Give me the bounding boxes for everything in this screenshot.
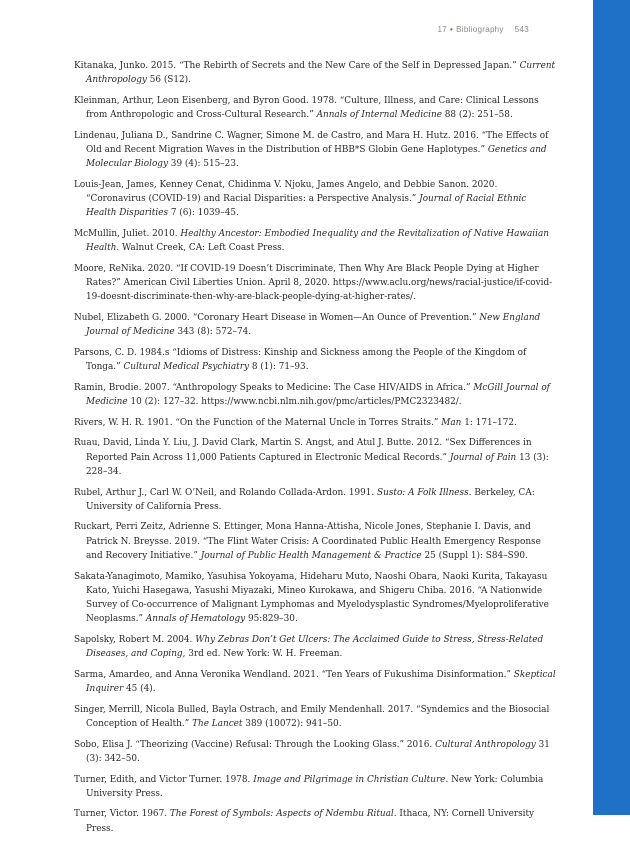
chapter-number: 17 xyxy=(437,25,447,34)
bibliography-entry xyxy=(74,381,558,409)
entry-text: . Berkeley, CA: University of California Press. xyxy=(86,487,535,512)
bibliography-entry xyxy=(74,59,558,87)
entry-text: . Ithaca, NY: Cornell University Press. xyxy=(86,809,535,834)
entry-text: Lindenau, Juliana D., Sandrine C. Wagner, Simone M. de Castro, and Mara H. Hutz. 2016. “The Effects of Old and Recent Migration Waves in the Distribution of HBB*S Globin Gene Haplotypes.” xyxy=(74,130,549,156)
bibliography-entry xyxy=(74,486,558,514)
entry-text: Sobo, Elisa J. “Theorizing (Vaccine) Refusal: Through the Looking Glass.” 2016. xyxy=(74,739,436,750)
entry-text: Ruckart, Perri Zeitz, Adrienne S. Ettinger, Mona Hanna-Attisha, Nicole Jones, Stephanie I. Davis, and Patrick N. Breysse. 2019. “The Flint Water Crisis: A Coordinated Public Health Emergency Response and Recovery Initiative.” xyxy=(74,522,541,561)
entry-title-italic: Healthy Ancestor: Embodied Inequality and the Revitalization of Native Hawaiian Health xyxy=(86,229,549,254)
bibliography-entry xyxy=(74,311,558,339)
bibliography-entry xyxy=(74,738,558,766)
entry-title-italic: Why Zebras Don’t Get Ulcers: The Acclaimed Guide to Stress, Stress-Related Diseases, and Coping xyxy=(86,634,544,660)
entry-title-italic: Skeptical Inquirer xyxy=(86,669,556,695)
bibliography-entry xyxy=(74,436,558,479)
section-title: Bibliography xyxy=(456,25,504,34)
entry-text: 25 (Suppl 1): S84–S90. xyxy=(421,550,528,561)
bibliography-entry xyxy=(74,703,558,731)
entry-text: Nubel, Elizabeth G. 2000. “Coronary Heart Disease in Women—An Ounce of Prevention.” xyxy=(74,313,480,324)
entry-title-italic: McGill Journal of Medicine xyxy=(86,382,550,408)
entry-text: Ruau, David, Linda Y. Liu, J. David Clark, Martin S. Angst, and Atul J. Butte. 2012. “Sex Differences in Reported Pain Across 11,000 Patients Captured in Electronic Medical Records.” xyxy=(74,438,532,463)
bibliography-entry xyxy=(74,633,558,661)
entry-text: 56 (S12). xyxy=(146,75,191,86)
entry-text: 1: 171–172. xyxy=(461,417,517,428)
entry-title-italic: Image and Pilgrimage in Christian Culture xyxy=(253,774,446,785)
entry-text: Turner, Victor. 1967. xyxy=(74,809,170,820)
header-separator: • xyxy=(450,25,454,34)
entry-title-italic: Susto: A Folk Illness xyxy=(377,487,469,498)
entry-text: Sapolsky, Robert M. 2004. xyxy=(74,634,196,645)
entry-text: Kitanaka, Junko. 2015. “The Rebirth of Secrets and the New Care of the Self in Depressed Japan.” xyxy=(74,61,520,71)
entry-text: 7 (6): 1039–45. xyxy=(168,208,239,219)
entry-text: , 3rd ed. New York: W. H. Freeman. xyxy=(182,649,343,660)
entry-title-italic: Cultural Medical Psychiatry xyxy=(123,362,249,373)
entry-title-italic: Annals of Hematology xyxy=(145,614,246,625)
page-number: 543 xyxy=(514,25,529,34)
entry-text: Rubel, Arthur J., Carl W. O’Neil, and Rolando Collada-Ardon. 1991. xyxy=(74,487,378,498)
bibliography-list xyxy=(74,59,558,842)
entry-title-italic: The Lancet xyxy=(192,718,243,729)
entry-title-italic: Genetics and Molecular Biology xyxy=(86,145,547,170)
chapter-side-tab xyxy=(593,0,630,815)
bibliography-entry xyxy=(74,570,558,627)
entry-text: . New York: Columbia University Press. xyxy=(86,774,544,799)
bibliography-entry xyxy=(74,227,558,255)
entry-text: 13 (3): 228–34. xyxy=(86,452,549,477)
entry-text: Rivers, W. H. R. 1901. “On the Function of the Maternal Uncle in Torres Straits.” xyxy=(74,417,442,428)
entry-text: Moore, ReNika. 2020. “If COVID-19 Doesn’t Discriminate, Then Why Are Black People Dying at Higher Rates?” American Civil Liberties Union. April 8, 2020. https://www.aclu.org/news/racial-justice/if-covid-19-doesnt-discriminate-then-why-are-black-people-dying-at-higher-rates/. xyxy=(74,263,553,303)
entry-title-italic: Journal of Racial Ethnic Health Disparities xyxy=(86,194,527,219)
bibliography-entry xyxy=(74,520,558,563)
entry-text: 39 (4): 515–23. xyxy=(167,159,239,170)
entry-text: 8 (1): 71–93. xyxy=(249,362,309,373)
bibliography-entry xyxy=(74,262,558,305)
entry-title-italic: New England Journal of Medicine xyxy=(86,313,541,338)
entry-text: Ramin, Brodie. 2007. “Anthropology Speaks to Medicine: The Case HIV/AIDS in Africa.” xyxy=(74,382,474,393)
entry-title-italic: Journal of Public Health Management & Practice xyxy=(200,550,422,561)
entry-title-italic: Current Anthropology xyxy=(86,61,556,86)
entry-text: McMullin, Juliet. 2010. xyxy=(74,229,181,240)
entry-text: Parsons, C. D. 1984.s “Idioms of Distress: Kinship and Sickness among the People of the Kingdom of Tonga.” xyxy=(74,347,527,373)
entry-text: Sarma, Amardeo, and Anna Veronika Wendland. 2021. “Ten Years of Fukushima Disinformation.” xyxy=(74,669,514,680)
entry-text: Louis-Jean, James, Kenney Cenat, Chidinma V. Njoku, James Angelo, and Debbie Sanon. 2020. “Coronavirus (COVID-19) and Racial Disparities: a Perspective Analysis.” xyxy=(74,179,498,205)
entry-text: 95:829–30. xyxy=(245,614,298,625)
entry-text: 31 (3): 342–50. xyxy=(86,739,550,764)
entry-text: Kleinman, Arthur, Leon Eisenberg, and Byron Good. 1978. “Culture, Illness, and Care: Clinical Lessons from Anthropologic and Cross-Cultural Research.” xyxy=(74,95,539,121)
entry-text: 88 (2): 251–58. xyxy=(441,110,513,121)
bibliography-entry xyxy=(74,178,558,221)
entry-title-italic: Annals of Internal Medicine xyxy=(316,110,442,121)
entry-title-italic: Man xyxy=(441,417,462,428)
entry-text: . Walnut Creek, CA: Left Coast Press. xyxy=(116,243,285,254)
running-head xyxy=(438,25,530,34)
entry-text: 10 (2): 127–32. https://www.ncbi.nlm.nih.gov/pmc/articles/PMC2323482/. xyxy=(127,397,462,408)
entry-text: 45 (4). xyxy=(123,684,156,695)
entry-text: Singer, Merrill, Nicola Bulled, Bayla Ostrach, and Emily Mendenhall. 2017. “Syndemics and the Biosocial Conception of Health.” xyxy=(74,704,550,729)
entry-text: 343 (8): 572–74. xyxy=(174,327,252,338)
bibliography-entry xyxy=(74,129,558,172)
bibliography-entry xyxy=(74,416,558,430)
bibliography-entry xyxy=(74,807,558,835)
entry-text: Turner, Edith, and Victor Turner. 1978. xyxy=(74,774,254,785)
bibliography-entry xyxy=(74,94,558,122)
entry-text: 389 (10072): 941–50. xyxy=(242,718,342,729)
entry-title-italic: Journal of Pain xyxy=(449,452,517,463)
bibliography-entry xyxy=(74,773,558,801)
bibliography-entry xyxy=(74,668,558,696)
entry-title-italic: Cultural Anthropology xyxy=(435,739,536,750)
entry-title-italic: The Forest of Symbols: Aspects of Ndembu Ritual xyxy=(169,809,394,820)
entry-text: Sakata-Yanagimoto, Mamiko, Yasuhisa Yokoyama, Hideharu Muto, Naoshi Obara, Naoki Kurita, Takayasu Kato, Yuichi Hasegawa, Yasushi Miyazaki, Mineo Kurokawa, and Shigeru Chiba. 2016. “A Nationwide Survey of Co-occurrence of Malignant Lymphomas and Myelodysplastic Syndromes/Myeloproliferative Neoplasms.” xyxy=(74,571,549,625)
bibliography-entry xyxy=(74,346,558,374)
